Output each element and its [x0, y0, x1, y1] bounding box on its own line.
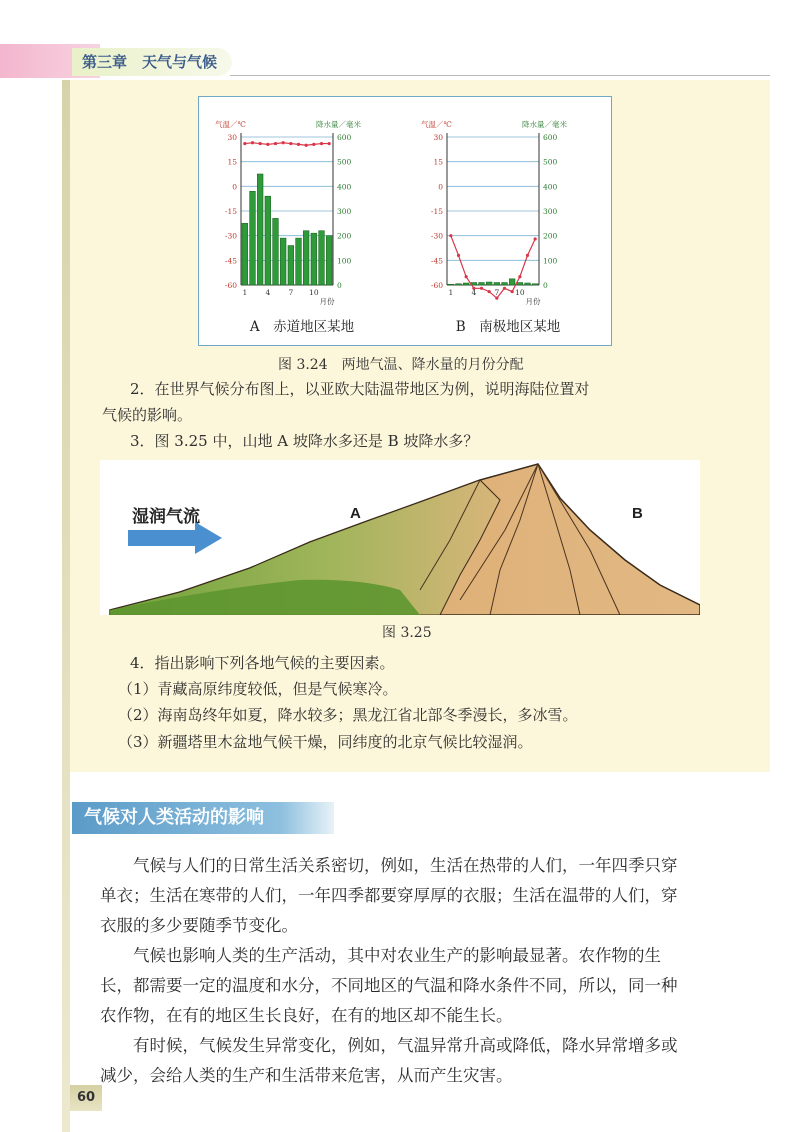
- precip-tick-label: 0: [543, 281, 548, 290]
- paragraph-line: 有时候，气候发生异常变化，例如，气温异常升高或降低，降水异常增多或: [100, 1036, 678, 1055]
- precipitation-bar: [296, 238, 302, 285]
- question-2-line-1: 2．在世界气候分布图上，以亚欧大陆温带地区为例，说明海陆位置对: [130, 380, 590, 398]
- precip-tick-label: 300: [543, 207, 558, 216]
- precipitation-bar: [303, 231, 309, 285]
- month-axis-title: 月份: [319, 297, 335, 306]
- month-tick-label: 1: [242, 288, 248, 297]
- temp-tick-label: -15: [430, 207, 443, 216]
- precip-tick-label: 500: [337, 157, 352, 167]
- label-a: A: [350, 505, 361, 522]
- question-2-line-2: 气候的影响。: [102, 406, 193, 424]
- temperature-point: [328, 142, 331, 145]
- precipitation-bar: [517, 283, 523, 285]
- precip-tick-label: 0: [337, 281, 342, 290]
- precip-axis-title: 降水量／毫米: [316, 120, 361, 129]
- precipitation-bar: [288, 246, 294, 285]
- question-3: 3．图 3.25 中，山地 A 坡降水多还是 B 坡降水多？: [130, 432, 479, 450]
- temp-tick-label: -45: [430, 256, 443, 266]
- wind-label: 湿润气流: [132, 507, 200, 526]
- month-tick-label: 1: [448, 288, 454, 297]
- temperature-point: [488, 290, 491, 293]
- precipitation-bar: [525, 283, 531, 285]
- temperature-point: [511, 290, 514, 293]
- precip-tick-label: 200: [543, 231, 558, 241]
- page-number: 60: [70, 1085, 102, 1111]
- temperature-point: [289, 142, 292, 145]
- month-tick-label: 10: [309, 288, 319, 297]
- precipitation-bar: [319, 231, 325, 285]
- precipitation-bar: [257, 174, 263, 285]
- precip-tick-label: 100: [337, 256, 352, 266]
- temperature-point: [251, 141, 254, 144]
- question-4: 4．指出影响下列各地气候的主要因素。: [130, 654, 395, 672]
- left-margin-strip: [62, 80, 70, 1132]
- precipitation-bar: [463, 283, 469, 285]
- precipitation-bar: [448, 284, 454, 285]
- mountain-svg: [100, 460, 700, 615]
- chart-title: B 南极地区某地: [455, 319, 561, 335]
- temperature-point: [320, 142, 323, 145]
- temp-tick-label: 15: [433, 157, 443, 167]
- temp-tick-label: 0: [438, 182, 443, 192]
- paragraph-line: 长，都需要一定的温度和水分，不同地区的气温和降水条件不同，所以，同一种: [100, 976, 678, 995]
- header-rule: [230, 75, 770, 76]
- temp-tick-label: -30: [430, 231, 443, 241]
- chapter-title: 第三章 天气与气候: [72, 48, 232, 76]
- temp-tick-label: 15: [227, 157, 237, 167]
- precip-tick-label: 100: [543, 256, 558, 266]
- temperature-point: [518, 275, 521, 278]
- temp-tick-label: -15: [224, 207, 237, 216]
- precipitation-bar: [502, 283, 508, 285]
- precipitation-bar: [280, 238, 286, 285]
- precipitation-bar: [265, 196, 271, 285]
- precipitation-bar: [242, 223, 248, 285]
- precip-tick-label: 400: [337, 182, 352, 192]
- question-4-item-1: （1）青藏高原纬度较低，但是气候寒冷。: [118, 680, 398, 698]
- question-4-item-3: （3）新疆塔里木盆地气候干燥，同纬度的北京气候比较湿润。: [118, 733, 533, 751]
- temperature-point: [457, 254, 460, 257]
- paragraph-line: 衣服的多少要随季节变化。: [100, 916, 298, 935]
- precipitation-bar: [326, 236, 332, 285]
- temperature-point: [449, 234, 452, 237]
- temperature-point: [534, 237, 537, 240]
- temp-tick-label: -60: [430, 281, 443, 290]
- month-tick-label: 4: [265, 288, 271, 297]
- temp-tick-label: 30: [433, 133, 443, 142]
- chart-title: A 赤道地区某地: [249, 319, 355, 335]
- section-title: 气候对人类活动的影响: [72, 802, 334, 834]
- temp-tick-label: 30: [227, 133, 237, 142]
- paragraph-line: 减少，会给人类的生产和生活带来危害，从而产生灾害。: [100, 1066, 513, 1085]
- temperature-point: [495, 297, 498, 300]
- temperature-point: [282, 141, 285, 144]
- month-axis-title: 月份: [525, 297, 541, 306]
- precipitation-bar: [509, 279, 515, 285]
- precipitation-bar: [494, 283, 500, 285]
- precipitation-bar: [532, 284, 538, 285]
- climate-charts-svg: [199, 97, 613, 347]
- temperature-point: [465, 275, 468, 278]
- temperature-point: [312, 143, 315, 146]
- figure-3-24-caption: 图 3.24 两地气温、降水量的月份分配: [278, 357, 524, 373]
- precipitation-bar: [311, 233, 317, 285]
- paragraph-line: 气候也影响人类的生产活动，其中对农业生产的影响最显著。农作物的生: [100, 946, 661, 965]
- temperature-point: [297, 143, 300, 146]
- precipitation-bar: [250, 191, 256, 285]
- paragraph-line: 单衣；生活在寒带的人们，一年四季都要穿厚厚的衣服；生活在温带的人们，穿: [100, 886, 678, 905]
- paragraph-line: 农作物，在有的地区生长良好，在有的地区却不能生长。: [100, 1006, 513, 1025]
- temperature-point: [305, 144, 308, 147]
- precipitation-bar: [486, 282, 492, 285]
- precipitation-bar: [456, 284, 462, 285]
- precipitation-bar: [479, 283, 485, 285]
- figure-3-25-caption: 图 3.25: [382, 625, 432, 641]
- temperature-point: [266, 143, 269, 146]
- precipitation-bar: [273, 218, 279, 285]
- temperature-point: [274, 142, 277, 145]
- temperature-point: [259, 142, 262, 145]
- temp-axis-title: 气温／℃: [421, 120, 452, 129]
- question-4-item-2: （2）海南岛终年如夏，降水较多；黑龙江省北部冬季漫长，多冰雪。: [118, 706, 578, 724]
- precip-tick-label: 400: [543, 182, 558, 192]
- temp-tick-label: -60: [224, 281, 237, 290]
- temp-axis-title: 气温／℃: [215, 120, 246, 129]
- temp-tick-label: 0: [232, 182, 237, 192]
- climate-charts: [198, 96, 612, 346]
- precip-tick-label: 300: [337, 207, 352, 216]
- label-b: B: [632, 505, 643, 522]
- chapter-header: [0, 44, 800, 80]
- month-tick-label: 4: [471, 288, 477, 297]
- month-tick-label: 7: [494, 288, 500, 297]
- temperature-point: [243, 142, 246, 145]
- temperature-point: [503, 287, 506, 290]
- temp-tick-label: -30: [224, 231, 237, 241]
- month-tick-label: 7: [288, 288, 294, 297]
- paragraph-line: 气候与人们的日常生活关系密切，例如，生活在热带的人们，一年四季只穿: [100, 856, 678, 875]
- precip-tick-label: 600: [543, 133, 558, 142]
- temperature-point: [526, 254, 529, 257]
- precip-tick-label: 500: [543, 157, 558, 167]
- precip-tick-label: 200: [337, 231, 352, 241]
- precip-axis-title: 降水量／毫米: [522, 120, 567, 129]
- month-tick-label: 10: [515, 288, 525, 297]
- temperature-point: [480, 287, 483, 290]
- precip-tick-label: 600: [337, 133, 352, 142]
- temperature-line: [245, 143, 329, 145]
- temp-tick-label: -45: [224, 256, 237, 266]
- mountain-illustration: [100, 460, 700, 615]
